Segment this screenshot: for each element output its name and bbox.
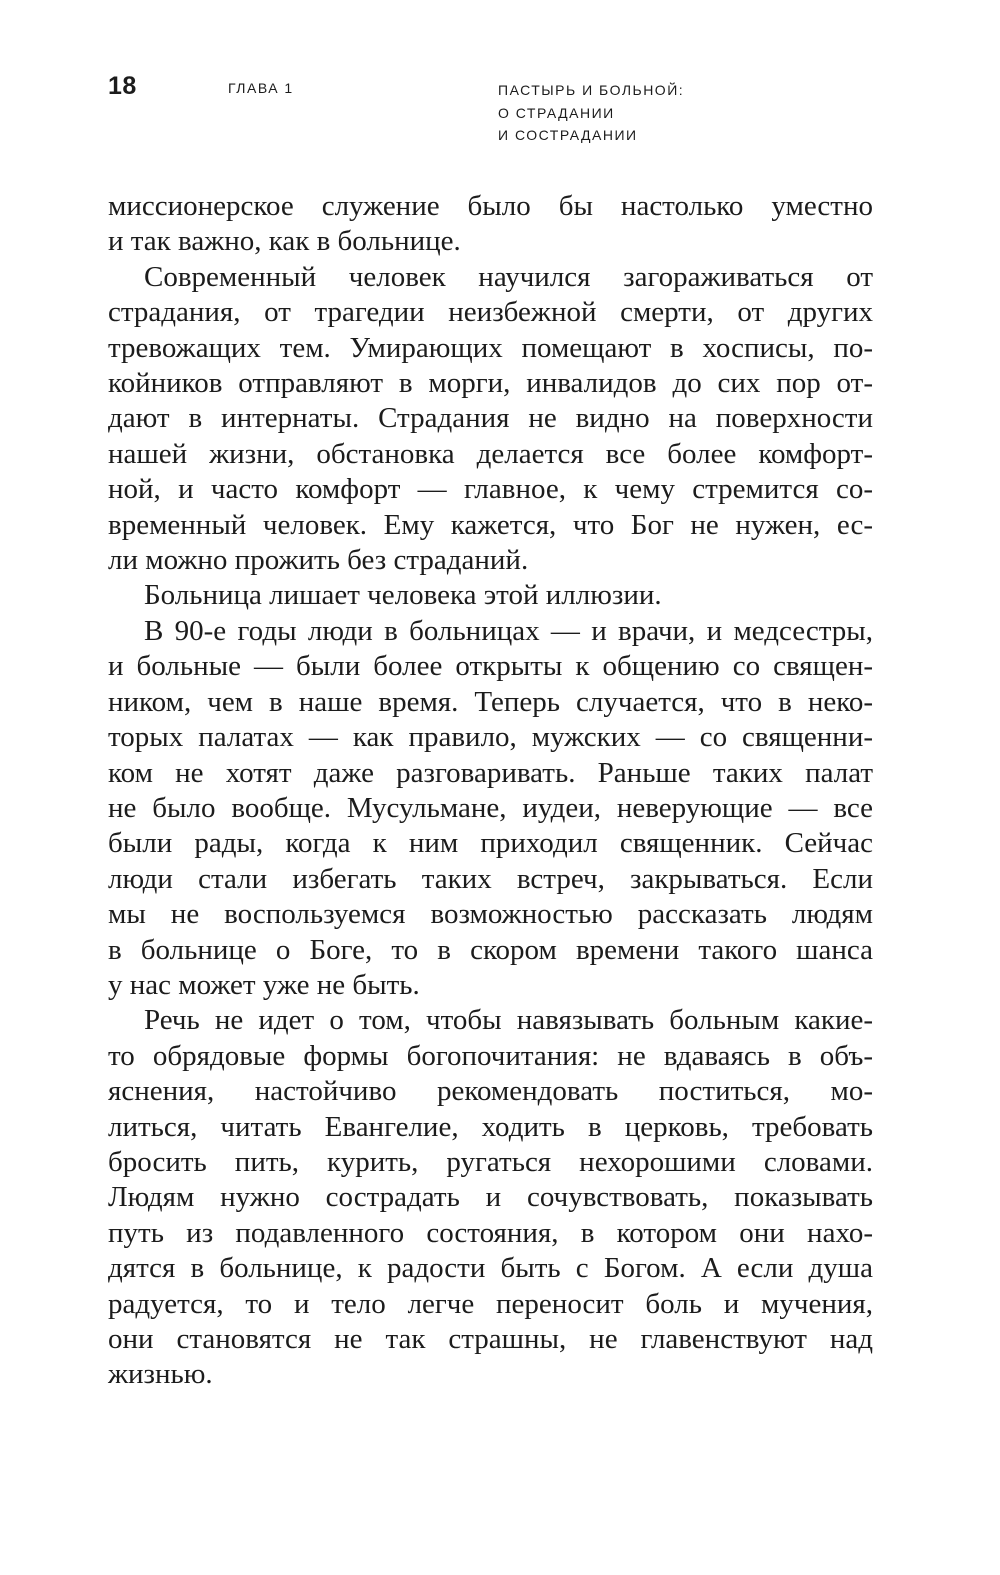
text-line: у нас может уже не быть. [108,968,420,1001]
running-title-line: О СТРАДАНИИ [498,104,615,121]
text-line: то обрядовые формы богопочитания: не вдаваясь в объ- [108,1039,873,1072]
paragraph [108,260,873,579]
text-line: Современный человек научился загораживаться от [144,260,873,293]
text-line: Речь не идет о том, чтобы навязывать больным какие- [144,1004,873,1037]
text-line: бросить пить, курить, ругаться нехорошими словами. [108,1145,873,1178]
paragraph [108,614,873,1003]
text-line: ком не хотят даже разговаривать. Раньше таких палат [108,756,873,789]
text-line: мы не воспользуемся возможностью рассказать людям [108,898,873,931]
text-line: жизнью. [108,1358,213,1391]
text-line: в больнице о Боге, то в скором времени такого шанса [108,933,873,966]
text-line: путь из подавленного состояния, в котором они нахо- [108,1216,873,1249]
paragraph [108,189,873,260]
text-line: ной, и часто комфорт — главное, к чему стремится со- [108,473,873,506]
text-line: тревожащих тем. Умирающих помещают в хосписы, по- [108,331,873,364]
text-line: В 90-е годы люди в больницах — и врачи, и медсестры, [144,614,873,647]
text-line: временный человек. Ему кажется, что Бог не нужен, ес- [108,508,873,541]
text-line: они становятся не так страшны, не главенствуют над [108,1323,873,1355]
text-line: Больница лишает человека этой иллюзии. [144,579,662,612]
text-line: люди стали избегать таких встреч, закрываться. Если [108,862,873,895]
text-line: торых палатах — как правило, мужских — со священни- [108,721,873,754]
chapter-label: ГЛАВА 1 [228,80,294,96]
body-text [108,189,873,1393]
running-title [498,79,684,147]
text-line: яснения, настойчиво рекомендовать поститься, мо- [108,1075,873,1108]
paragraph [108,578,873,613]
text-line: Людям нужно сострадать и сочувствовать, показывать [108,1181,873,1214]
text-line: миссионерское служение было бы настолько уместно [108,190,873,222]
text-line: ли можно прожить без страданий. [108,544,529,577]
text-line: радуется, то и тело легче переносит боль и мучения, [108,1287,873,1320]
text-line: дятся в больнице, к радости быть с Богом. А если душа [108,1252,873,1285]
text-line: койников отправляют в морги, инвалидов до сих пор от- [108,367,873,400]
running-title-line: И СОСТРАДАНИИ [498,127,638,143]
text-line: и так важно, как в больнице. [108,225,461,258]
text-line: ником, чем в наше время. Теперь случается, что в неко- [108,685,873,718]
text-line: литься, читать Евангелие, ходить в церковь, требовать [108,1110,873,1143]
page-number: 18 [108,72,137,100]
text-line: страдания, от трагедии неизбежной смерти, от других [108,296,873,329]
text-line: нашей жизни, обстановка делается все более комфорт- [108,437,873,470]
text-line: дают в интернаты. Страдания не видно на поверхности [108,402,873,435]
text-line: и больные — были более открыты к общению со священ- [108,650,873,683]
text-line: были рады, когда к ним приходил священник. Сейчас [108,827,873,860]
text-line: не было вообще. Мусульмане, иудеи, неверующие — все [108,791,873,824]
running-title-line: ПАСТЫРЬ И БОЛЬНОЙ: [498,82,685,98]
paragraph [108,1003,873,1392]
